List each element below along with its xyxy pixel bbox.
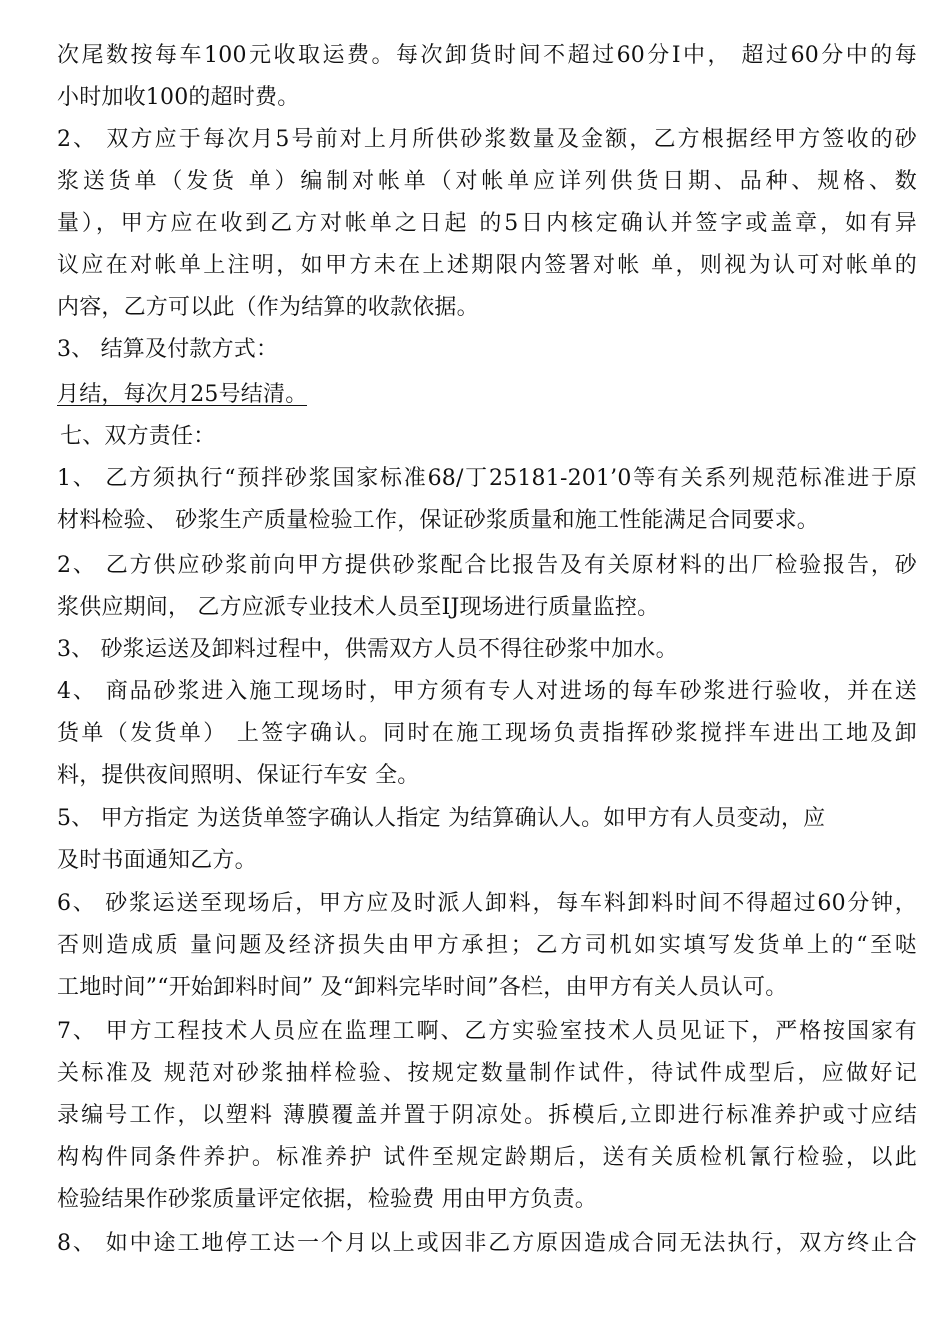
text-line: 浆供应期间， 乙方应派专业技术人员至IJ现场进行质量监控。	[57, 595, 660, 620]
section-heading: 3、 结算及付款方式：	[57, 337, 279, 362]
text-line: 2、 双方应于每次月5号前对上月所供砂浆数量及金额，乙方根据经甲方签收的砂	[57, 127, 917, 152]
underlined-payment-term	[57, 372, 307, 418]
text-line: 浆送货单（发货 单）编制对帐单（对帐单应详列供货日期、品种、规格、数	[57, 169, 917, 194]
text-line: 内容，乙方可以此（作为结算的收款依据。	[57, 295, 479, 320]
text-line: 及时书面通知乙方。	[57, 848, 257, 873]
text-line: 议应在对帐单上注明，如甲方未在上述期限内签署对帐 单，则视为认可对帐单的	[57, 253, 917, 278]
text-line: 6、 砂浆运送至现场后，甲方应及时派人卸料，每车料卸料时间不得超过60分钟，	[57, 891, 917, 916]
text-line: 3、 砂浆运送及卸料过程中，供需双方人员不得往砂浆中加水。	[57, 637, 678, 662]
text-line: 小时加收100的超时费。	[57, 85, 300, 110]
text-line: 构构件同条件养护。标准养护 试件至规定龄期后，送有关质检机氰行检验，以此	[57, 1145, 917, 1170]
text-line: 1、 乙方须执行“预拌砂浆国家标准68/丁25181-201’0等有关系列规范标准进于原	[57, 466, 917, 491]
text-line: 量），甲方应在收到乙方对帐单之日起 的5日内核定确认并签字或盖章，如有异	[57, 211, 917, 236]
text-line: 检验结果作砂浆质量评定依据，检验费 用由甲方负责。	[57, 1187, 597, 1212]
text-line: 货单（发货单） 上签字确认。同时在施工现场负责指挥砂浆搅拌车进出工地及卸	[57, 721, 917, 746]
text-line: 8、 如中途工地停工达一个月以上或因非乙方原因造成合同无法执行，双方终止合	[57, 1231, 917, 1256]
section-heading: 七、双方责任：	[60, 424, 216, 449]
text-line: 否则造成质 量问题及经济损失由甲方承担；乙方司机如实填写发货单上的“至哒	[57, 933, 917, 958]
text-line: 工地时间”“开始卸料时间” 及“卸料完毕时间”各栏，由甲方有关人员认可。	[57, 975, 788, 1000]
text-line: 材料检验、 砂浆生产质量检验工作，保证砂浆质量和施工性能满足合同要求。	[57, 508, 819, 533]
text-line: 7、 甲方工程技术人员应在监理工啊、乙方实验室技术人员见证下，严格按国家有	[57, 1019, 917, 1044]
text-line: 5、 甲方指定 为送货单签字确认人指定 为结算确认人。如甲方有人员变动，应	[57, 806, 826, 831]
text-line: 录编号工作，以塑料 薄膜覆盖并置于阴凉处。拆模后,立即进行标准养护或寸应结	[57, 1103, 917, 1128]
text-line: 关标准及 规范对砂浆抽样检验、按规定数量制作试件，待试件成型后，应做好记	[57, 1061, 917, 1086]
text-line: 2、 乙方供应砂浆前向甲方提供砂浆配合比报告及有关原材料的出厂检验报告，砂	[57, 553, 917, 578]
text-line: 4、 商品砂浆进入施工现场时，甲方须有专人对进场的每车砂浆进行验收，并在送	[57, 679, 917, 704]
text-line: 料，提供夜间照明、保证行车安 全。	[57, 763, 420, 788]
payment-term-text: 月结，每次月25号结清。	[57, 382, 308, 407]
text-line: 次尾数按每车100元收取运费。每次卸货时间不超过60分I中， 超过60分中的每	[57, 43, 917, 68]
